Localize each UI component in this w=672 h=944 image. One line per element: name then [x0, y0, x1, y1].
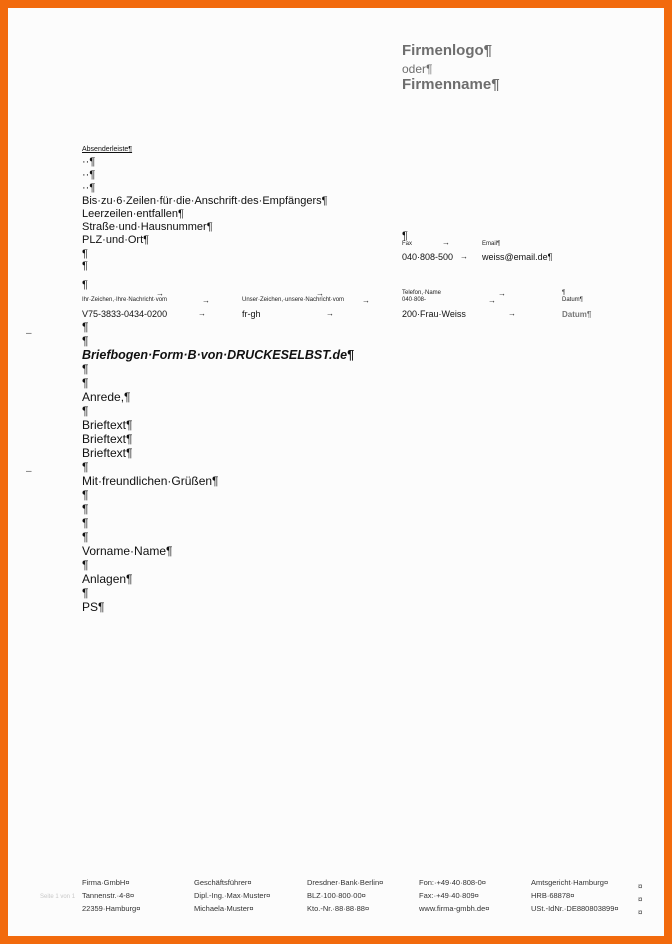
- footer-column-bank: [307, 876, 383, 915]
- footer-bank-line: Kto.-Nr.·88·88·88¤: [307, 904, 370, 913]
- body-text: Brieftext¶: [82, 432, 133, 446]
- tab-arrow-icon: →: [316, 289, 324, 298]
- footer-column-registry: [531, 876, 619, 915]
- ref-value-phone-name: 200·Frau·Weiss: [402, 309, 466, 319]
- tab-arrow-icon: →: [508, 309, 516, 318]
- cell-mark-icon: ¤: [638, 895, 643, 904]
- empty-paragraph: ¶: [82, 586, 89, 600]
- firm-logo-text: Firmenlogo¶: [402, 42, 493, 59]
- letter-subject: Briefbogen·Form·B·von·DRUCKESELBST.de¶: [82, 348, 354, 362]
- empty-paragraph: ¶: [82, 320, 89, 334]
- footer-company-line: Tannenstr.·4-8¤: [82, 891, 135, 900]
- tab-arrow-icon: →: [498, 289, 506, 298]
- footer-column-company: [82, 876, 140, 915]
- empty-paragraph: ¶: [82, 404, 89, 418]
- contact-pilcrow: ¶: [402, 230, 408, 242]
- ref-value-our-sign: fr-gh: [242, 309, 261, 319]
- footer-cell-marks: [638, 880, 642, 919]
- tab-arrow-icon: →: [460, 252, 468, 261]
- empty-paragraph: ¶: [82, 334, 89, 348]
- tab-arrow-icon: →: [362, 296, 370, 305]
- ref-label-pilcrow: ¶: [562, 290, 566, 296]
- footer-company-line: Firma·GmbH¤: [82, 878, 130, 887]
- body-text: Brieftext¶: [82, 446, 133, 460]
- footer-management-line: Geschäftsführer¤: [194, 878, 252, 887]
- ref-value-your-sign: V75-3833-0434-0200: [82, 309, 168, 319]
- empty-paragraph: ¶: [82, 376, 89, 390]
- signature-name: Vorname·Name¶: [82, 544, 173, 558]
- tab-arrow-icon: →: [202, 296, 210, 305]
- footer-column-management: [194, 876, 270, 915]
- address-line: ¶: [82, 279, 88, 291]
- postscript: PS¶: [82, 600, 105, 614]
- ref-label-phone-number: 040·808-: [402, 297, 427, 303]
- address-line: ¶: [82, 248, 88, 260]
- footer-contact-line: Fax:·+49·40·809¤: [419, 891, 479, 900]
- email-value: weiss@email.de¶: [482, 252, 553, 262]
- tab-arrow-icon: →: [198, 309, 206, 318]
- ref-value-date: Datum¶: [562, 310, 592, 319]
- tab-arrow-icon: →: [326, 309, 334, 318]
- footer-registry-line: USt.-IdNr.·DE880803899¤: [531, 904, 619, 913]
- empty-paragraph: ¶: [82, 516, 89, 530]
- address-line: Bis·zu·6·Zeilen·für·die·Anschrift·des·Empfängers¶: [82, 195, 328, 207]
- footer-contact-line: Fon:·+49·40·808-0¤: [419, 878, 486, 887]
- fax-value: 040·808-500: [402, 252, 454, 262]
- address-line: PLZ·und·Ort¶: [82, 234, 150, 246]
- footer-company-line: 22359·Hamburg¤: [82, 904, 141, 913]
- letter-page: [8, 8, 664, 936]
- ref-label-date: Datum¶: [562, 297, 583, 303]
- empty-paragraph: ¶: [82, 502, 89, 516]
- salutation: Anrede,¶: [82, 390, 131, 404]
- email-label: Email¶: [482, 241, 501, 247]
- tab-arrow-icon: →: [488, 296, 496, 305]
- footer-management-line: Michaela·Muster¤: [194, 904, 254, 913]
- footer-management-line: Dipl.-Ing.·Max·Muster¤: [194, 891, 271, 900]
- empty-paragraph: ¶: [82, 460, 89, 474]
- fax-label: Fax: [402, 241, 413, 247]
- ref-label-phone: Telefon,·Name: [402, 290, 442, 296]
- empty-paragraph: ¶: [82, 558, 89, 572]
- footer-column-contact: [419, 876, 489, 915]
- body-text: Brieftext¶: [82, 418, 133, 432]
- address-line: ¶: [82, 260, 88, 272]
- empty-paragraph: ¶: [82, 530, 89, 544]
- footer-registry-line: Amtsgericht·Hamburg¤: [531, 878, 609, 887]
- address-line: ··¶: [82, 156, 96, 168]
- fold-mark: –: [26, 328, 32, 339]
- closing: Mit·freundlichen·Grüßen¶: [82, 474, 219, 488]
- firm-name-text: Firmenname¶: [402, 76, 500, 93]
- address-line: ··¶: [82, 169, 96, 181]
- empty-paragraph: ¶: [82, 362, 89, 376]
- footer-faint-note: Seite 1 von 1: [40, 894, 76, 900]
- empty-paragraph: ¶: [82, 488, 89, 502]
- fold-mark: –: [26, 466, 32, 477]
- attachments: Anlagen¶: [82, 572, 133, 586]
- footer-registry-line: HRB·68878¤: [531, 891, 575, 900]
- tab-arrow-icon: →: [442, 238, 450, 247]
- cell-mark-icon: ¤: [638, 908, 643, 917]
- address-line: Straße·und·Hausnummer¶: [82, 221, 213, 233]
- footer-bank-line: BLZ·100·800·00¤: [307, 891, 366, 900]
- firm-logo-or-text: oder¶: [402, 62, 433, 76]
- tab-arrow-icon: →: [156, 289, 164, 298]
- footer-bank-line: Dresdner·Bank·Berlin¤: [307, 878, 384, 887]
- ref-label-our-sign: Unser·Zeichen,·unsere·Nachricht·vom: [242, 297, 345, 303]
- footer-contact-line: www.firma-gmbh.de¤: [419, 904, 490, 913]
- sender-line: Absenderleiste¶: [82, 146, 133, 153]
- address-line: ··¶: [82, 182, 96, 194]
- cell-mark-icon: ¤: [638, 882, 643, 891]
- address-line: Leerzeilen·entfallen¶: [82, 208, 184, 220]
- ref-label-your-sign: Ihr·Zeichen,·Ihre·Nachricht·vom: [82, 297, 168, 303]
